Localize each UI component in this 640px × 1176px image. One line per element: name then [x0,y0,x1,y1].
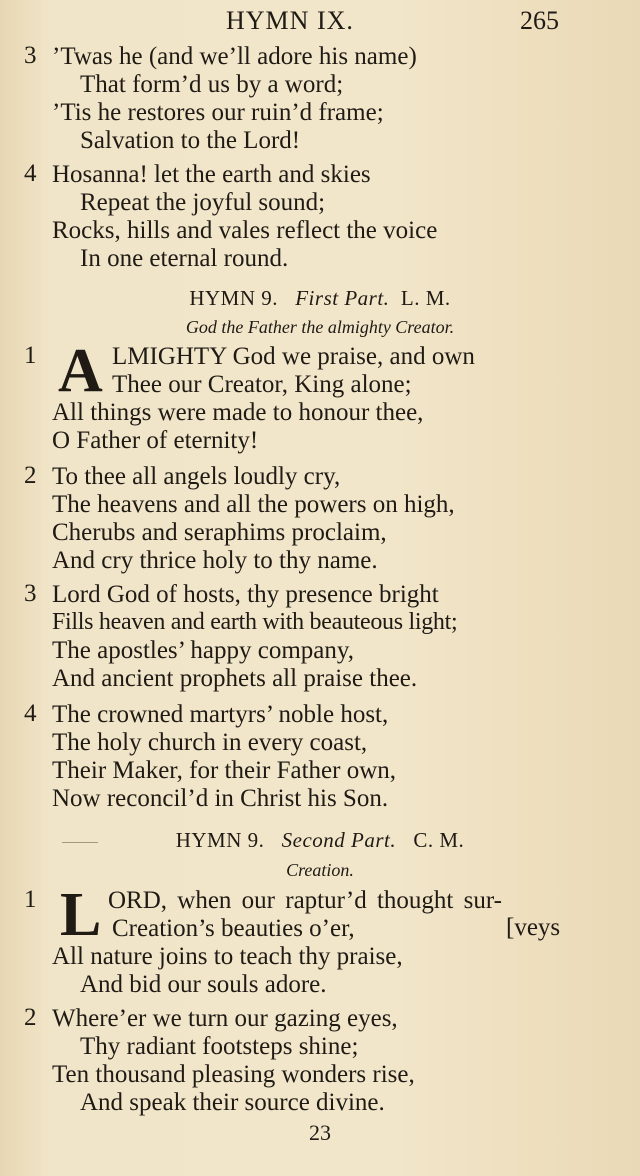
verse-line: Rocks, hills and vales reflect the voice [52,217,438,244]
verse-line: ORD, when our raptur’d thought sur- [108,887,502,914]
hymn-heading-second-part [0,828,640,853]
verse-line: Salvation to the Lord! [80,127,301,154]
hymn-heading-first-part [0,286,640,311]
verse-line: The crowned martyrs’ noble host, [52,701,389,728]
hymn-heading-meter: L. M. [400,286,451,310]
verse-number: 3 [24,580,37,607]
page-number: 265 [520,6,559,35]
running-head [0,6,640,40]
verse-line: Thy radiant footsteps shine; [80,1033,359,1060]
verse-line: That form’d us by a word; [80,71,344,98]
hymn-heading-prefix: HYMN 9. [175,828,265,852]
verse-line: The apostles’ happy company, [52,637,354,664]
verse-line: Where’er we turn our gazing eyes, [52,1005,398,1032]
verse-number: 1 [24,886,37,913]
verse-number: 4 [24,700,37,727]
verse-line: The heavens and all the powers on high, [52,491,455,518]
verse-line: The holy church in every coast, [52,729,368,756]
verse-number: 3 [24,42,37,69]
verse-line: Ten thousand pleasing wonders rise, [52,1061,415,1088]
verse-line: Thee our Creator, King alone; [112,371,412,398]
verse-line: Repeat the joyful sound; [80,189,326,216]
verse-number: 4 [24,160,37,187]
drop-capital: A [58,337,103,405]
verse-line: Cherubs and seraphims proclaim, [52,519,387,546]
hymn-heading-part: Second Part. [281,828,397,852]
hymn-subtitle: Creation. [286,860,354,880]
verse-line: To thee all angels loudly cry, [52,463,341,490]
hymn-heading-part: First Part. [295,286,390,310]
verse-number: 2 [24,462,37,489]
verse-line: And speak their source divine. [80,1089,385,1116]
verse-line: In one eternal round. [80,245,289,272]
verse-line: And bid our souls adore. [80,971,327,998]
hymn-subtitle: God the Father the almighty Creator. [185,317,455,337]
verse-line: LMIGHTY God we praise, and own [112,343,475,370]
verse-number: 1 [24,342,37,369]
running-title: HYMN IX. [226,6,354,35]
verse-line: And ancient prophets all praise thee. [52,665,418,692]
verse-line: And cry thrice holy to thy name. [52,547,378,574]
verse-line: O Father of eternity! [52,427,259,454]
verse-line: Fills heaven and earth with beauteous light; [52,609,458,635]
verse-line: ’Twas he (and we’ll adore his name) [52,43,417,70]
verse-line: All things were made to honour thee, [52,399,424,426]
turnover-word: [veys [506,914,561,941]
hymn-heading-meter: C. M. [413,828,465,852]
verse-line: Now reconcil’d in Christ his Son. [52,785,389,812]
verse-line: Their Maker, for their Father own, [52,757,397,784]
verse-line: Lord God of hosts, thy presence bright [52,581,439,608]
hymn-heading-prefix: HYMN 9. [189,286,278,310]
drop-capital: L [60,881,102,949]
verse-line: Creation’s beauties o’er, [112,915,355,942]
verse-number: 2 [24,1004,37,1031]
verse-line: ’Tis he restores our ruin’d frame; [52,99,384,126]
signature-mark: 23 [309,1120,331,1145]
verse-line: All nature joins to teach thy praise, [52,943,403,970]
verse-line: Hosanna! let the earth and skies [52,161,371,188]
